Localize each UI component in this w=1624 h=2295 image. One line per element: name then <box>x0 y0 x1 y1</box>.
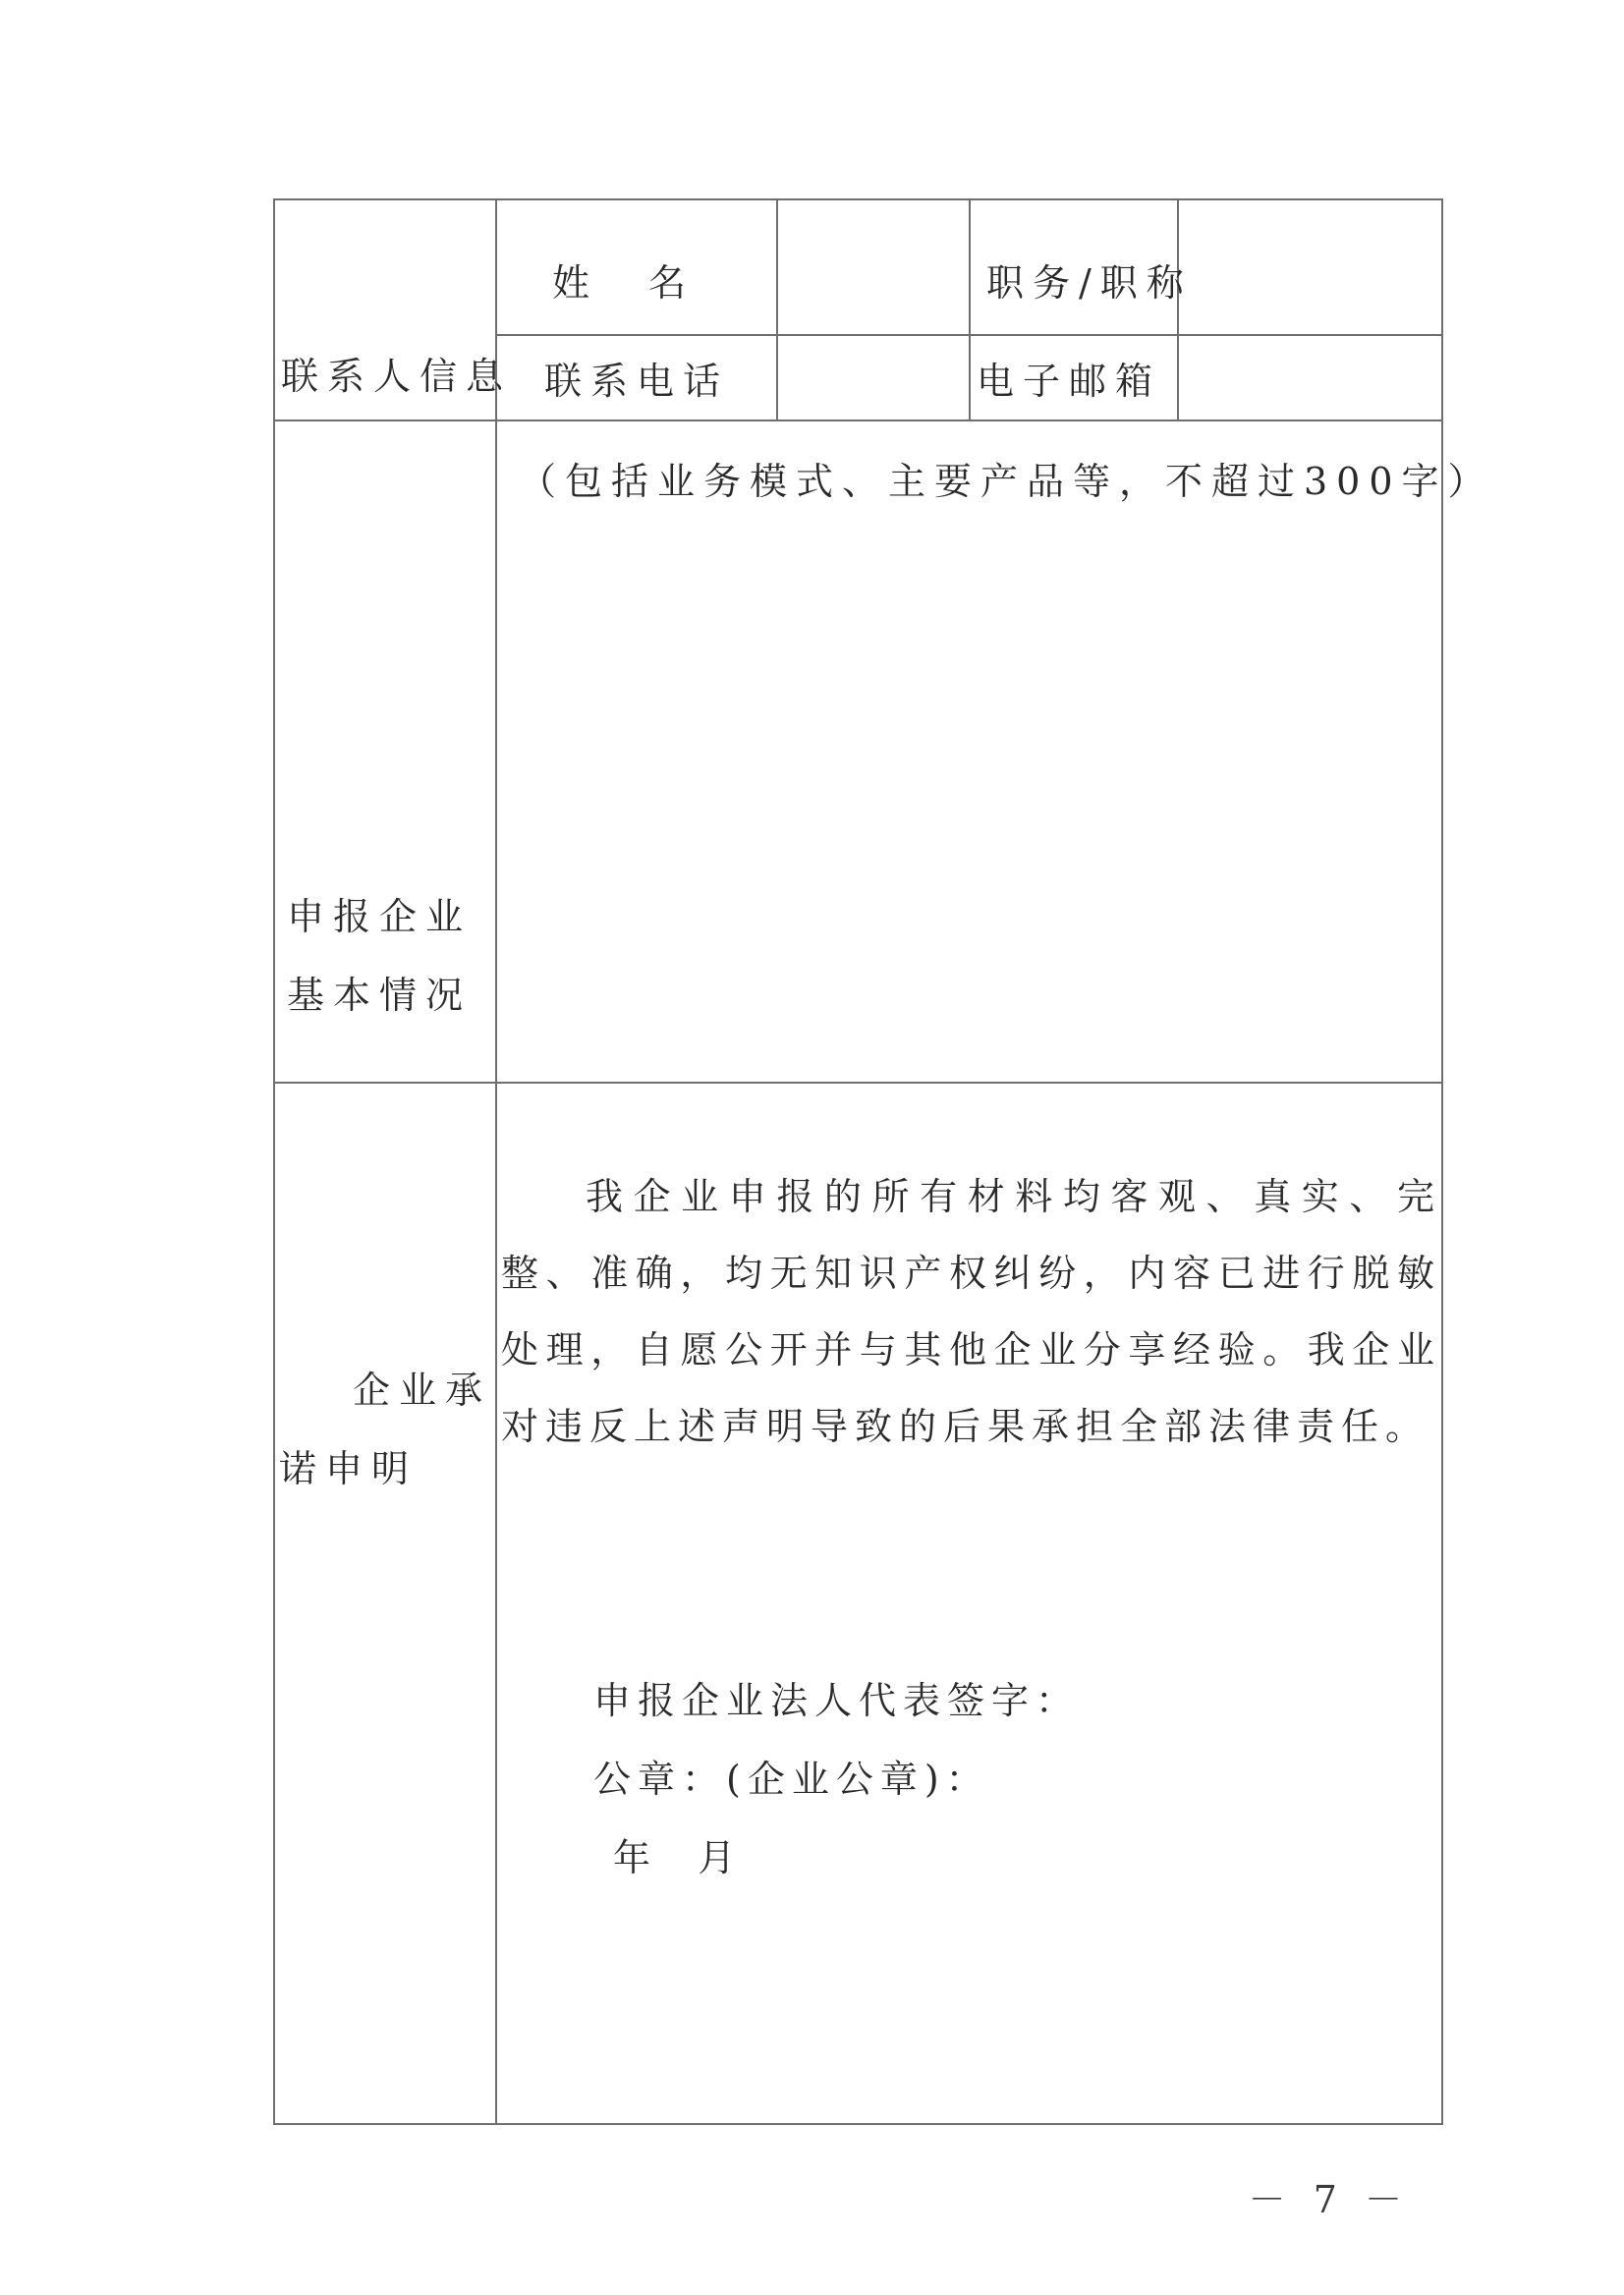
basic-info-label-line1: 申报企业 <box>287 895 473 938</box>
legal-rep-signature-label: 申报企业法人代表签字： <box>593 1679 1081 1722</box>
commitment-row <box>274 1083 1442 2124</box>
basic-info-hint: （包括业务模式、主要产品等，不超过300字） <box>519 460 1494 503</box>
company-seal-label: 公章：(企业公章)： <box>593 1758 990 1801</box>
email-label: 电子邮箱 <box>970 335 1178 420</box>
contact-section-label: 联系人信息 <box>274 199 496 420</box>
basic-info-row <box>274 420 1442 1083</box>
application-form-table <box>273 198 1494 2125</box>
name-field[interactable] <box>777 199 970 335</box>
phone-field[interactable] <box>777 335 970 420</box>
contact-row-1 <box>274 199 1442 335</box>
signature-block <box>501 1661 1441 1897</box>
commitment-label-line2: 诺申明 <box>279 1447 419 1490</box>
phone-label: 联系电话 <box>496 335 777 420</box>
basic-info-field[interactable] <box>496 420 1494 1083</box>
commitment-label <box>274 1083 496 2124</box>
commitment-label-line1: 企业承 <box>352 1369 491 1412</box>
commitment-statement: 我企业申报的所有材料均客观、真实、完整、准确，均无知识产权纠纷，内容已进行脱敏处理，自愿公开并与其他企业分享经验。我企业对违反上述声明导致的后果承担全部法律责任。 <box>501 1175 1441 1448</box>
basic-info-label <box>274 420 496 1083</box>
name-label: 姓名 <box>496 199 777 335</box>
title-field[interactable] <box>1178 199 1442 335</box>
title-label: 职务/职称 <box>970 199 1178 335</box>
email-field[interactable] <box>1178 335 1442 420</box>
commitment-content <box>496 1083 1442 2124</box>
basic-info-label-line2: 基本情况 <box>287 974 473 1017</box>
date-label: 年 月 <box>613 1836 736 1879</box>
page-number: － 7 － <box>1248 2178 1410 2221</box>
